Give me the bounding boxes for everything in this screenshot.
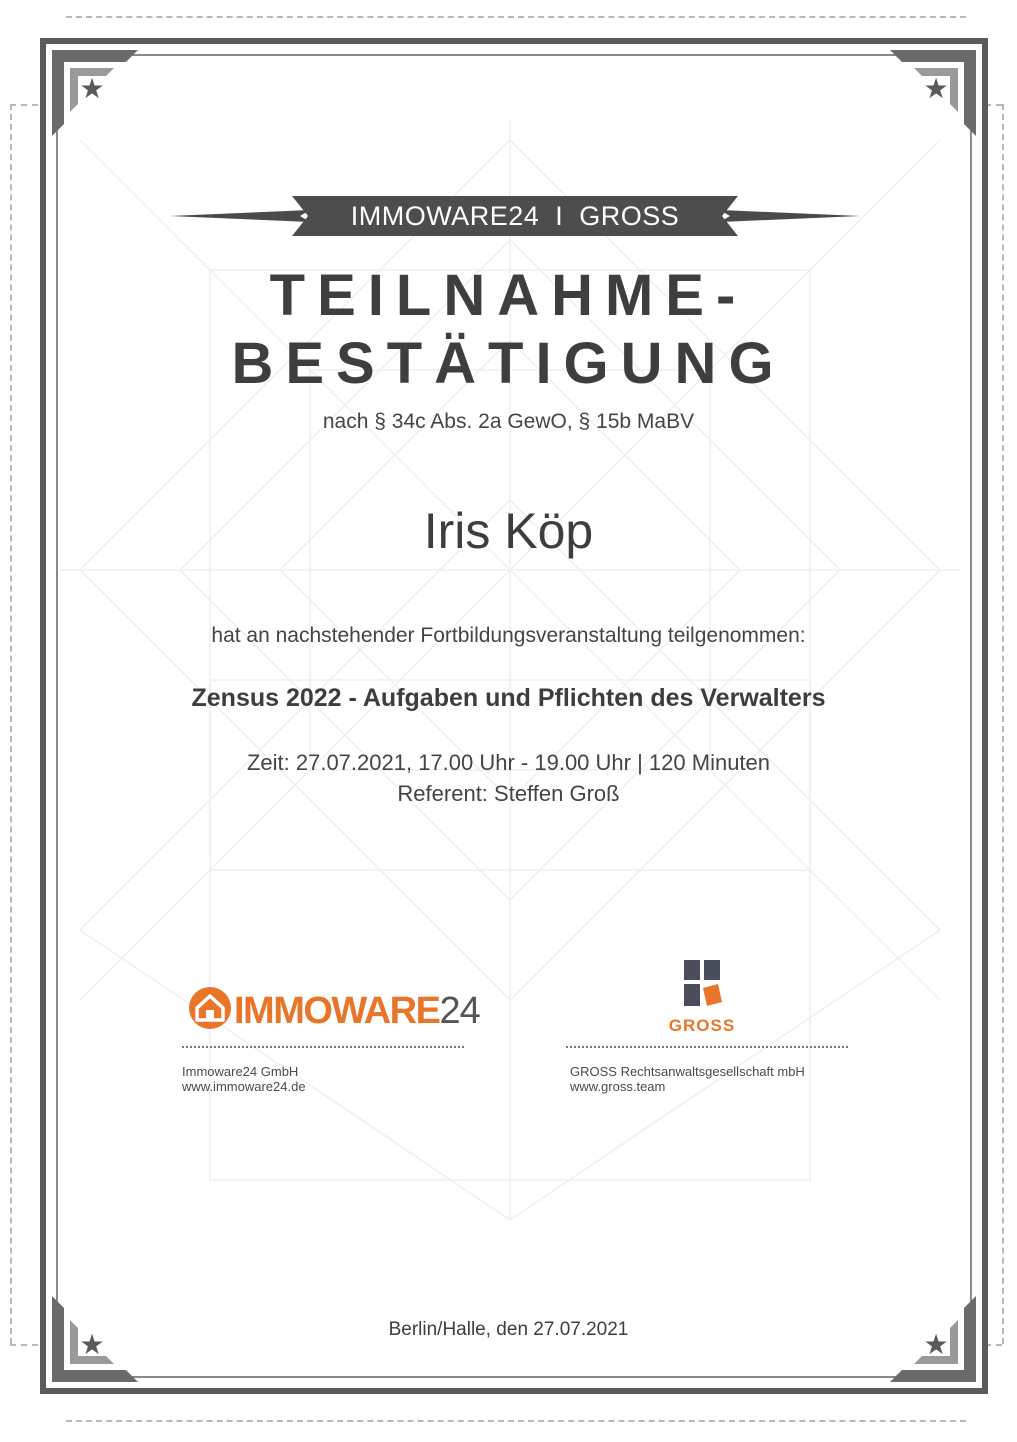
certificate-title-line-1: TEILNAHME-	[269, 263, 748, 328]
immoware-wordmark-number: 24	[439, 990, 480, 1032]
corner-ornament-top-left	[52, 50, 138, 136]
immoware24-website: www.immoware24.de	[182, 1079, 306, 1094]
gross-logo	[652, 958, 752, 1038]
signature-line-right	[566, 1046, 848, 1049]
immoware24-company-name: Immoware24 GmbH	[182, 1064, 299, 1079]
star-icon: ★	[79, 1329, 105, 1360]
legal-reference: nach § 34c Abs. 2a GewO, § 15b MaBV	[322, 410, 695, 433]
gross-wordmark: GROSS	[668, 1016, 736, 1035]
immoware24-wordmark	[234, 990, 480, 1033]
course-time: Zeit: 27.07.2021, 17.00 Uhr - 19.00 Uhr | 120 Minuten	[246, 750, 771, 775]
cut-line-top	[66, 16, 966, 19]
immoware24-logo	[188, 986, 480, 1032]
participation-statement: hat an nachstehender Fortbildungsveranstaltung teilgenommen:	[211, 624, 806, 647]
banner-text: IMMOWARE24 I GROSS	[350, 201, 680, 231]
star-icon: ★	[923, 1329, 949, 1360]
header-banner	[170, 192, 860, 240]
immoware-wordmark-main: IMMOWARE	[234, 990, 440, 1032]
place-and-date: Berlin/Halle, den 27.07.2021	[388, 1319, 629, 1340]
certificate-title-line-2: BESTÄTIGUNG	[231, 331, 786, 396]
corner-ornament-top-right	[890, 50, 976, 136]
house-icon	[188, 986, 232, 1030]
cut-line-bottom	[66, 1420, 966, 1423]
course-speaker: Referent: Steffen Groß	[397, 781, 620, 806]
gross-website: www.gross.team	[570, 1079, 666, 1094]
cut-line-tick	[10, 104, 38, 107]
cut-line-tick	[10, 1344, 38, 1347]
gross-company-name: GROSS Rechtsanwaltsgesellschaft mbH	[570, 1064, 805, 1079]
star-icon: ★	[923, 73, 949, 104]
star-icon: ★	[79, 73, 105, 104]
signature-line-left	[182, 1046, 464, 1049]
course-title: Zensus 2022 - Aufgaben und Pflichten des Verwalters	[191, 684, 826, 712]
gross-mark-icon	[682, 958, 724, 1010]
participant-name: Iris Köp	[423, 503, 594, 559]
